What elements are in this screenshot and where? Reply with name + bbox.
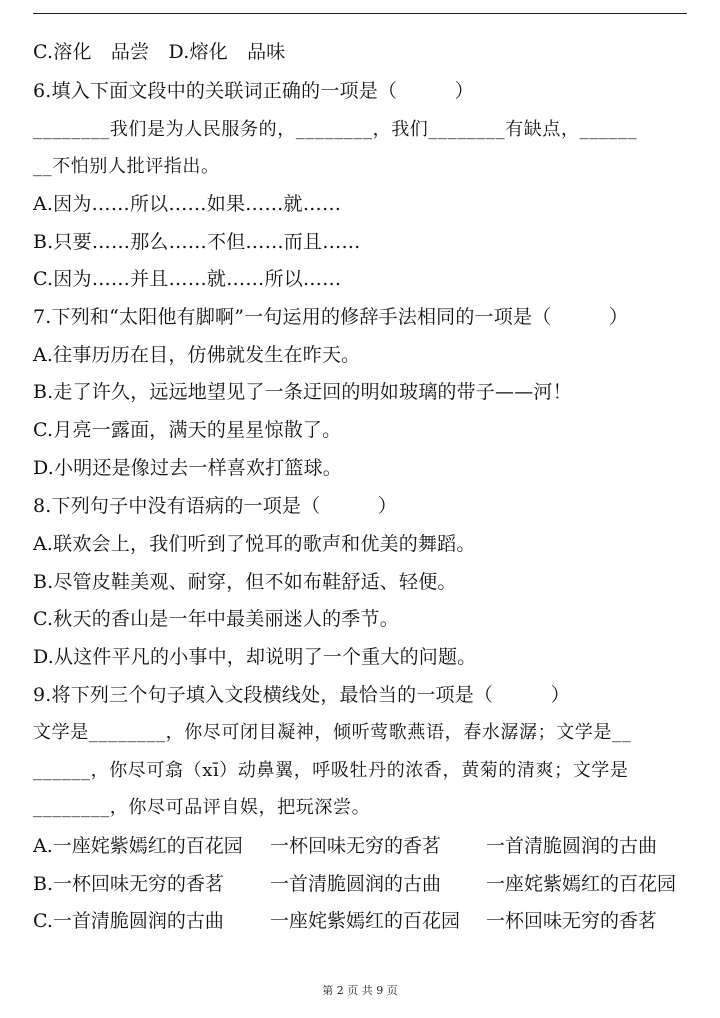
q5-option-c-d: C.溶化 品尝 D.熔化 品味 xyxy=(33,41,286,63)
q6-option-c: C.因为……并且……就……所以…… xyxy=(33,268,342,290)
q8-stem: 8.下列句子中没有语病的一项是（ ） xyxy=(33,495,398,517)
q8-option-c: C.秋天的香山是一年中最美丽迷人的季节。 xyxy=(33,608,399,630)
q6-passage-line-1: ________我们是为人民服务的，________，我们________有缺点，______ xyxy=(33,119,638,140)
q9-passage-line-3: ________，你尽可品评自娱，把玩深尝。 xyxy=(33,797,371,818)
q9-option-c-part-1: C.一首清脆圆润的古曲 xyxy=(33,910,224,932)
q6-option-b: B.只要……那么……不但……而且…… xyxy=(33,231,361,253)
q9-option-a-part-1: A.一座姹紫嫣红的百花园 xyxy=(33,835,243,857)
q7-stem: 7.下列和“太阳他有脚啊”一句运用的修辞手法相同的一项是（ ） xyxy=(33,306,629,328)
q7-option-c: C.月亮一露面，满天的星星惊散了。 xyxy=(33,419,342,441)
q9-option-a-part-2: 一杯回味无穷的香茗 xyxy=(270,835,442,857)
q9-option-b-part-3: 一座姹紫嫣红的百花园 xyxy=(486,873,677,895)
header-rule xyxy=(33,13,687,14)
q9-stem: 9.将下列三个句子填入文段横线处，最恰当的一项是（ ） xyxy=(33,684,570,706)
q9-option-b-part-2: 一首清脆圆润的古曲 xyxy=(270,873,442,895)
q9-passage-line-2: ______，你尽可翕（xī）动鼻翼，呼吸牡丹的浓香，黄菊的清爽；文学是 xyxy=(33,760,629,781)
q9-option-b-part-1: B.一杯回味无穷的香茗 xyxy=(33,873,225,895)
q6-passage-line-2: __不怕别人批评指出。 xyxy=(33,156,220,177)
q7-option-a: A.往事历历在目，仿佛就发生在昨天。 xyxy=(33,344,361,366)
q8-option-b: B.尽管皮鞋美观、耐穿，但不如布鞋舒适、轻便。 xyxy=(33,571,457,593)
q7-option-b: B.走了许久，远远地望见了一条迂回的明如玻璃的带子——河！ xyxy=(33,381,572,403)
q9-option-c-part-3: 一杯回味无穷的香茗 xyxy=(486,910,658,932)
q6-option-a: A.因为……所以……如果……就…… xyxy=(33,193,342,215)
page-number-footer: 第 2 页 共 9 页 xyxy=(322,984,398,997)
q8-option-a: A.联欢会上，我们听到了悦耳的歌声和优美的舞蹈。 xyxy=(33,533,476,555)
q7-option-d: D.小明还是像过去一样喜欢打篮球。 xyxy=(33,457,342,479)
q8-option-d: D.从这件平凡的小事中，却说明了一个重大的问题。 xyxy=(33,646,477,668)
q6-stem: 6.填入下面文段中的关联词正确的一项是（ ） xyxy=(33,80,474,102)
q9-passage-line-1: 文学是________，你尽可闭目凝神，倾听莺歌燕语，春水潺潺；文学是__ xyxy=(33,722,632,743)
q9-option-a-part-3: 一首清脆圆润的古曲 xyxy=(486,835,658,857)
q9-option-c-part-2: 一座姹紫嫣红的百花园 xyxy=(270,910,461,932)
